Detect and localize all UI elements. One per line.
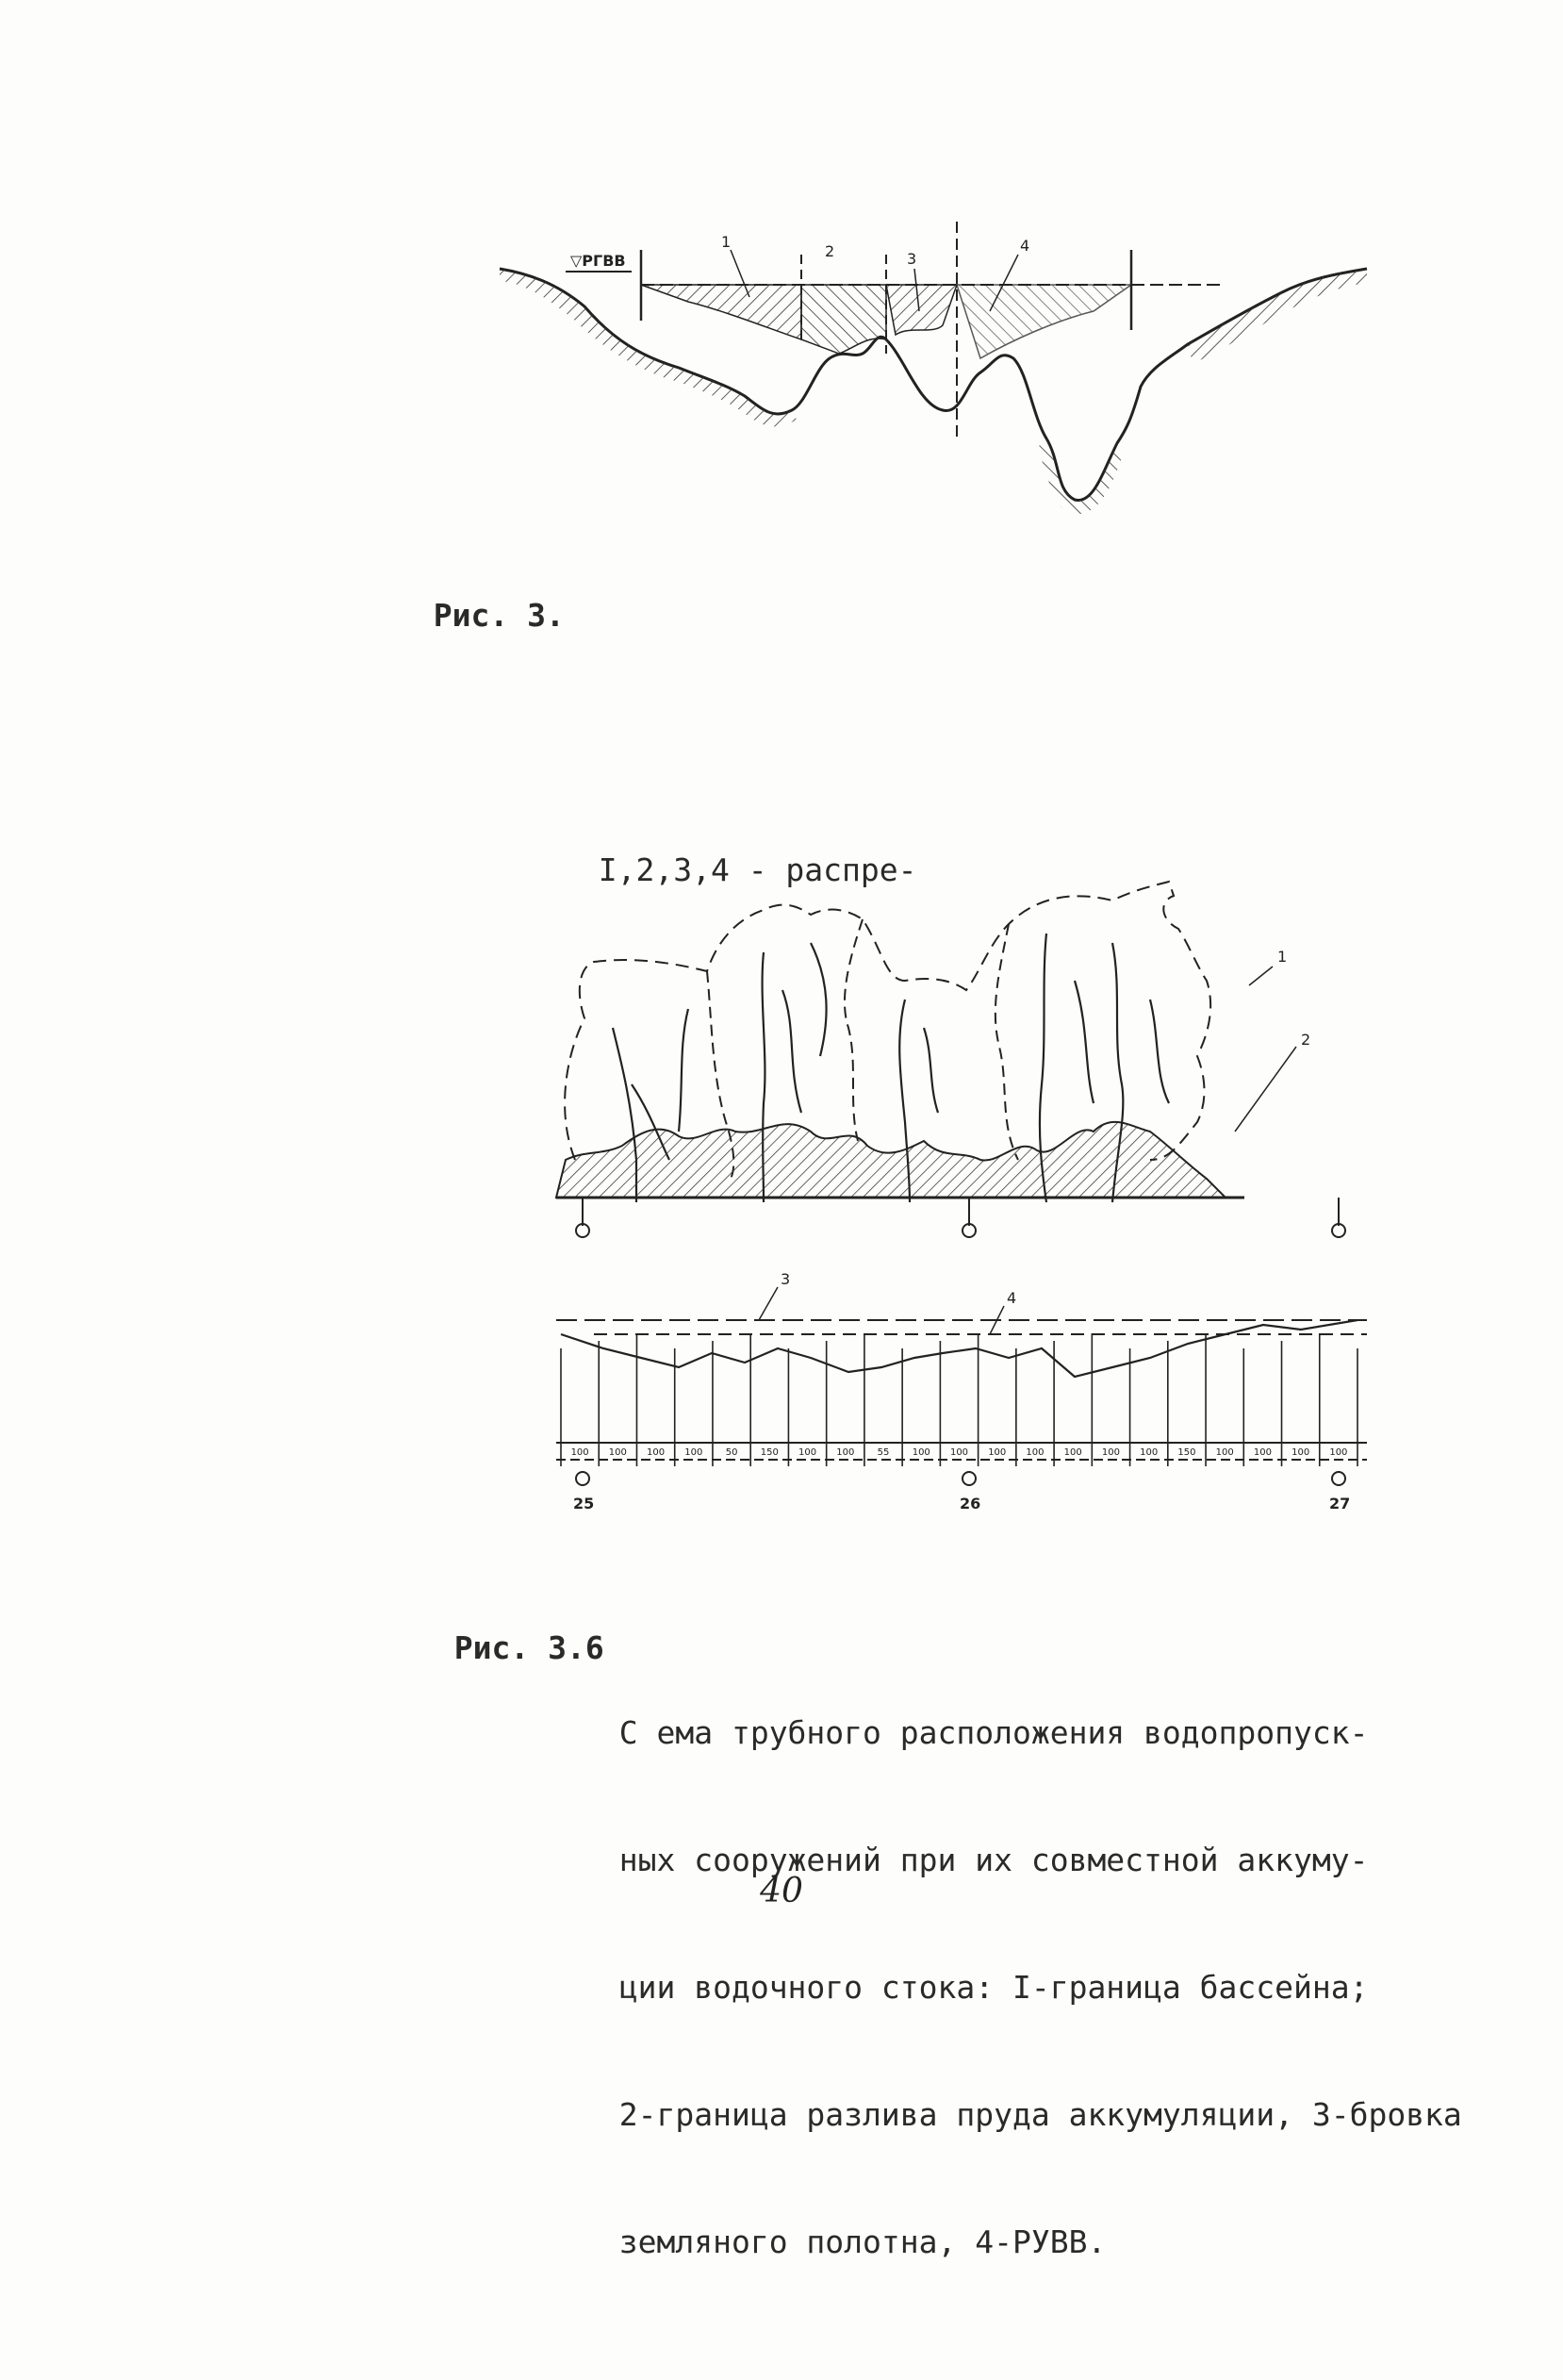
profile-cell-value: 100: [570, 1447, 589, 1458]
callout-3: 3: [781, 1270, 791, 1288]
divide-line-2: [845, 919, 863, 1141]
figure-2-caption-line: ции водочного стока: I-граница бассейна;: [618, 1969, 1369, 2006]
callout-1: 1: [721, 233, 732, 251]
callout-leader-2: [1235, 1047, 1296, 1132]
profile-cell-value: 100: [608, 1447, 627, 1458]
profile-cell-value: 100: [1063, 1447, 1082, 1458]
culvert-marker-27: [1332, 1198, 1345, 1237]
profile-cell-value: 100: [949, 1447, 969, 1458]
profile-cell-value: 100: [1140, 1447, 1159, 1458]
ground-hatching-gully: [1037, 438, 1122, 514]
profile-cell-value: 100: [684, 1447, 703, 1458]
callout-2: 2: [1301, 1031, 1311, 1049]
profile-cell-value: 100: [836, 1447, 855, 1458]
callout-leader-1: [1249, 967, 1273, 985]
profile-cell-value: 100: [647, 1447, 666, 1458]
profile-cell-value: 100: [798, 1447, 817, 1458]
profile-cell-value: 100: [1329, 1447, 1348, 1458]
figure-2-caption-line: С ема трубного расположения водопропуск-: [618, 1714, 1369, 1751]
profile-cell-value: 100: [988, 1447, 1007, 1458]
profile-cell-value: 55: [877, 1447, 890, 1458]
station-label-25: 25: [573, 1495, 595, 1512]
figure-2-culvert-scheme: [547, 877, 1376, 1518]
page-number: 40: [760, 1872, 803, 1910]
station-label-26: 26: [960, 1495, 981, 1512]
profile-cell-value: 100: [1026, 1447, 1045, 1458]
figure-2-caption: [417, 1584, 1482, 2348]
callout-1: 1: [1277, 948, 1288, 966]
profile-cell-value: 100: [1253, 1447, 1272, 1458]
divide-line-3: [995, 924, 1018, 1160]
ground-hatching-bottom: [679, 368, 797, 426]
station-marker-25: [576, 1472, 589, 1485]
profile-cell-value: 100: [912, 1447, 930, 1458]
water-level-label: ▽РГВВ: [570, 252, 626, 270]
callout-4: 4: [1007, 1289, 1017, 1307]
profile-cell-values: [571, 1447, 1348, 1458]
figure-2-caption-line: земляного полотна, 4-РУВВ.: [618, 2223, 1107, 2260]
basin-boundary: [565, 882, 1210, 1160]
callout-4: 4: [1020, 237, 1030, 255]
profile-cell-value: 100: [1215, 1447, 1234, 1458]
culvert-marker-26: [962, 1198, 976, 1237]
profile-cell-value: 150: [1177, 1447, 1196, 1458]
callout-3: 3: [907, 250, 917, 268]
callout-leader-3: [759, 1287, 778, 1320]
figure-2-caption-label: Рис. 3.6: [453, 1629, 604, 1666]
profile-cell-value: 50: [725, 1447, 738, 1458]
ground-hatching-right: [1188, 269, 1367, 363]
figure-2-caption-line: ных сооружений при их совместной аккуму-: [618, 1842, 1369, 1878]
figure-1-cross-section: [490, 217, 1376, 528]
flow-part-1: [641, 285, 801, 339]
profile-cell-value: 150: [760, 1447, 779, 1458]
figure-2-caption-line: 2-граница разлива пруда аккумуляции, 3-бровка: [618, 2096, 1462, 2133]
figure-1-caption-label: Рис. 3.: [433, 597, 565, 634]
flow-part-3: [886, 285, 957, 335]
culvert-marker-25: [576, 1198, 589, 1237]
profile-cell-value: 100: [1292, 1447, 1310, 1458]
callout-2: 2: [825, 242, 835, 260]
pond-spill-area: [556, 1122, 1226, 1198]
station-marker-27: [1332, 1472, 1345, 1485]
flow-part-4: [957, 285, 1131, 358]
figure-1-caption-line: I,2,3,4 - распре-: [598, 851, 917, 888]
station-marker-26: [962, 1472, 976, 1485]
figure-2-caption-body: [619, 1627, 1462, 2348]
profile-vertical-lines: [561, 1333, 1357, 1466]
station-label-27: 27: [1329, 1495, 1351, 1512]
ground-profile-line: [561, 1320, 1357, 1377]
profile-cell-value: 100: [1101, 1447, 1120, 1458]
